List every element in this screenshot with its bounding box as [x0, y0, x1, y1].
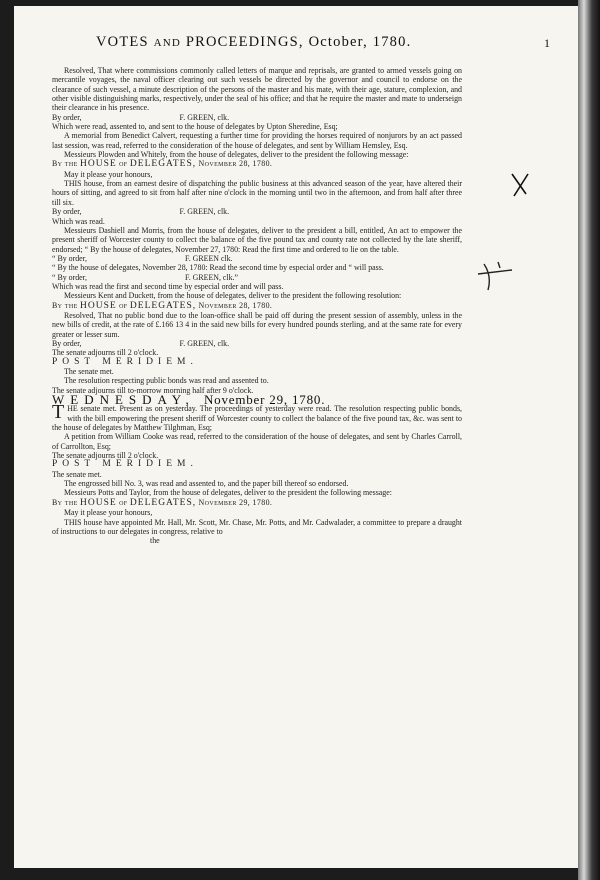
dropcap-text: HE senate met. Present as on yesterday. The proceedings of yesterday were read. The resolution respecting public bonds, with the bill empowering the present sheriff of Worcester county to collect the balance of the five pound tax, &c. was sent to the house of delegates by Matthew Tilghman, Esq;	[52, 404, 462, 433]
heading-part: By the	[52, 497, 78, 507]
post-meridiem-heading: POST MERIDIEM.	[52, 459, 198, 470]
heading-part: HOUSE	[80, 159, 117, 170]
page-edge-shadow	[578, 0, 600, 880]
heading-part: HOUSE	[80, 497, 117, 508]
paragraph: The resolution respecting public bonds was read and assented to.	[64, 376, 269, 386]
text-line: Which were read, assented to, and sent to the house of delegates by Upton Sheredine, Esq;	[52, 122, 338, 132]
signature-by: By order,	[52, 112, 82, 122]
heading-part: DELEGATES,	[129, 300, 197, 311]
paragraph: Messieurs Dashiell and Morris, from the house of delegates, deliver to the president a bill, entitled, An act to empower the present sheriff of Worcester county to collect the balance of the five pound tax and county rate not collected by the late sheriff, endorsed; “ By the house of delegates, November 27, 1780: Read the first time and ordered to lie on the table.	[52, 225, 462, 254]
day-date: November 29, 1780.	[203, 392, 326, 408]
signature-name: the	[150, 536, 160, 546]
post-meridiem-heading: POST MERIDIEM.	[52, 356, 198, 367]
text-line: The senate met.	[52, 469, 102, 479]
heading-part: November 29, 1780.	[198, 497, 273, 507]
adjournment-note: The senate adjourns till 2 o'clock.	[52, 348, 159, 358]
heading-part: By the	[52, 159, 78, 169]
heading-part: November 28, 1780.	[198, 300, 273, 310]
paragraph: THIS house, from an earnest desire of dispatching the public business at this advanced season of the year, have altered their hours of sitting, and agreed to sit from half after nine o'clock in the morning until two in the afternoon, and from half after three till six.	[52, 179, 462, 207]
adjournment-note: The senate adjourns till 2 o'clock.	[52, 451, 159, 461]
paragraph: A memorial from Benedict Calvert, requesting a further time for providing the horses required of nonjurors by an act passed last session, was read, referred to the consideration of the house of delegates, and sent by William Hemsley, Esq.	[52, 131, 462, 150]
heading-part: of	[119, 300, 128, 310]
heading-part: November 28, 1780.	[198, 159, 273, 169]
heading-part: By the	[52, 300, 78, 310]
paragraph: Resolved, That where commissions commonly called letters of marque and reprisals, are granted to armed vessels going on mercantile voyages, the naval officer clearing out such vessels be directed by the governor and council to endorse on the clearance of such vessel, a minute description of the persons of the master and his mate, with their age, stature, complexion, and other visible distinguishing marks, respectively, under the seal of his office; and that he require the master and mate to underseign their clearance in his presence.	[52, 66, 462, 113]
paragraph: Messieurs Kent and Duckett, from the house of delegates, deliver to the president the following resolution:	[64, 291, 402, 301]
handwritten-marks	[14, 6, 580, 868]
signature-by: “ By order,	[52, 272, 87, 282]
text-line: Which was read the first and second time by especial order and will pass.	[52, 281, 284, 291]
paragraph: May it please your honours,	[64, 169, 153, 179]
signature-by: By order,	[52, 338, 82, 348]
paragraph: A petition from William Cooke was read, referred to the consideration of the house of delegates, and sent by Charles Carroll, of Carrollton, Esq;	[52, 432, 462, 451]
drop-capital: T	[52, 401, 65, 424]
heading-part: DELEGATES,	[129, 159, 197, 170]
adjournment-note: The senate adjourns till to-morrow morning half after 9 o'clock.	[52, 385, 254, 395]
signature-name: F. GREEN clk.	[184, 253, 233, 263]
page-number: 1	[544, 36, 552, 50]
paragraph: May it please your honours,	[64, 508, 153, 518]
signature-name: F. GREEN, clk.	[179, 338, 230, 348]
paragraph: The engrossed bill No. 3, was read and assented to, and the paper bill thereof so endorsed.	[64, 479, 349, 489]
text-line: “ By the house of delegates, November 28, 1780: Read the second time by especial order and “ will pass.	[52, 263, 384, 273]
heading-part: HOUSE	[80, 300, 117, 311]
document-page	[14, 6, 580, 868]
page-title: VOTES AND PROCEEDINGS, October, 1780. 1	[96, 34, 552, 50]
day-name: WEDNESDAY,	[52, 392, 195, 408]
paragraph: Messieurs Plowden and Whitely, from the house of delegates, deliver to the president the following message:	[64, 150, 409, 160]
paragraph: THIS house have appointed Mr. Hall, Mr. Scott, Mr. Chase, Mr. Potts, and Mr. Cadwalader, a committee to prepare a draught of instructions to our delegates in congress, relative to	[52, 517, 462, 536]
signature-by: By order,	[52, 207, 82, 217]
paragraph: The senate met.	[64, 367, 114, 376]
signature-name: F. GREEN, clk.”	[184, 272, 239, 282]
signature-name: F. GREEN, clk.	[179, 207, 230, 217]
paragraph: Resolved, That no public bond due to the loan-office shall be paid off during the present session of assembly, unless in the new bills of credit, at the rate of £.166 13 4 in the said new bills for every hundred pounds sterling, and at the same rate for every greater or lesser sum.	[52, 310, 462, 339]
signature-by: “ By order,	[52, 253, 87, 263]
paragraph: Messieurs Potts and Taylor, from the house of delegates, deliver to the president the following message:	[64, 488, 392, 498]
signature-name: F. GREEN, clk.	[179, 112, 230, 122]
text-line: Which was read.	[52, 216, 105, 226]
heading-part: of	[119, 159, 128, 169]
heading-part: DELEGATES,	[129, 497, 197, 508]
heading-part: of	[119, 497, 128, 507]
